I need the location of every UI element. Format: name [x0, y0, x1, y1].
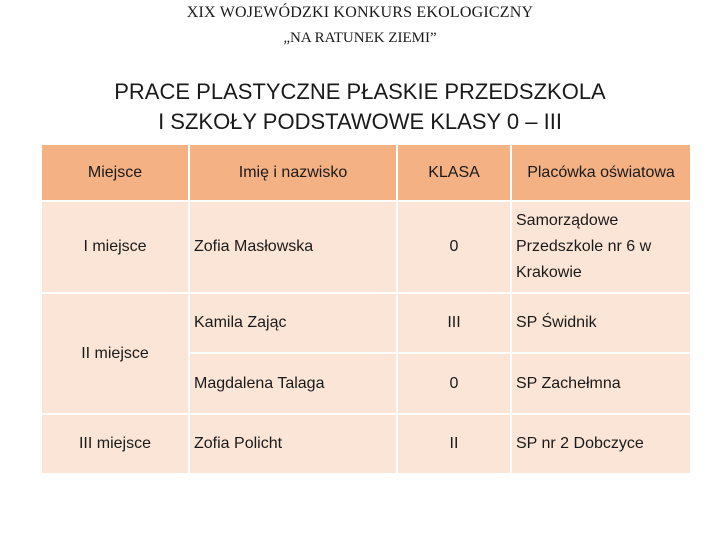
row-3-name: Magdalena Talaga [190, 354, 396, 413]
row-3-school: SP Zachełmna [512, 354, 690, 413]
header-place: Miejsce [42, 145, 188, 200]
contest-title: XIX WOJEWÓDZKI KONKURS EKOLOGICZNY [186, 4, 534, 21]
row-2-name: Kamila Zając [190, 294, 396, 352]
row-4-name: Zofia Policht [190, 415, 396, 473]
place-second: II miejsce [42, 294, 188, 413]
contest-subtitle: „NA RATUNEK ZIEMI” [283, 30, 437, 46]
place-first: I miejsce [42, 202, 188, 292]
row-2-class: III [398, 294, 510, 352]
row-1-name: Zofia Masłowska [190, 202, 396, 292]
row-2-school: SP Świdnik [512, 294, 690, 352]
row-1-school: Samorządowe Przedszkole nr 6 w Krakowie [512, 202, 690, 292]
row-1-class: 0 [398, 202, 510, 292]
row-3-class: 0 [398, 354, 510, 413]
page-title [0, 77, 720, 137]
place-third: III miejsce [42, 415, 188, 473]
header-name: Imię i nazwisko [190, 145, 396, 200]
row-4-class: II [398, 415, 510, 473]
header-class: KLASA [398, 145, 510, 200]
results-table [42, 145, 690, 473]
header-school: Placówka oświatowa [512, 145, 690, 200]
page-title-line-2: I SZKOŁY PODSTAWOWE KLASY 0 – III [158, 109, 562, 134]
page-title-line-1: PRACE PLASTYCZNE PŁASKIE PRZEDSZKOLA [114, 79, 606, 104]
row-4-school: SP nr 2 Dobczyce [512, 415, 690, 473]
